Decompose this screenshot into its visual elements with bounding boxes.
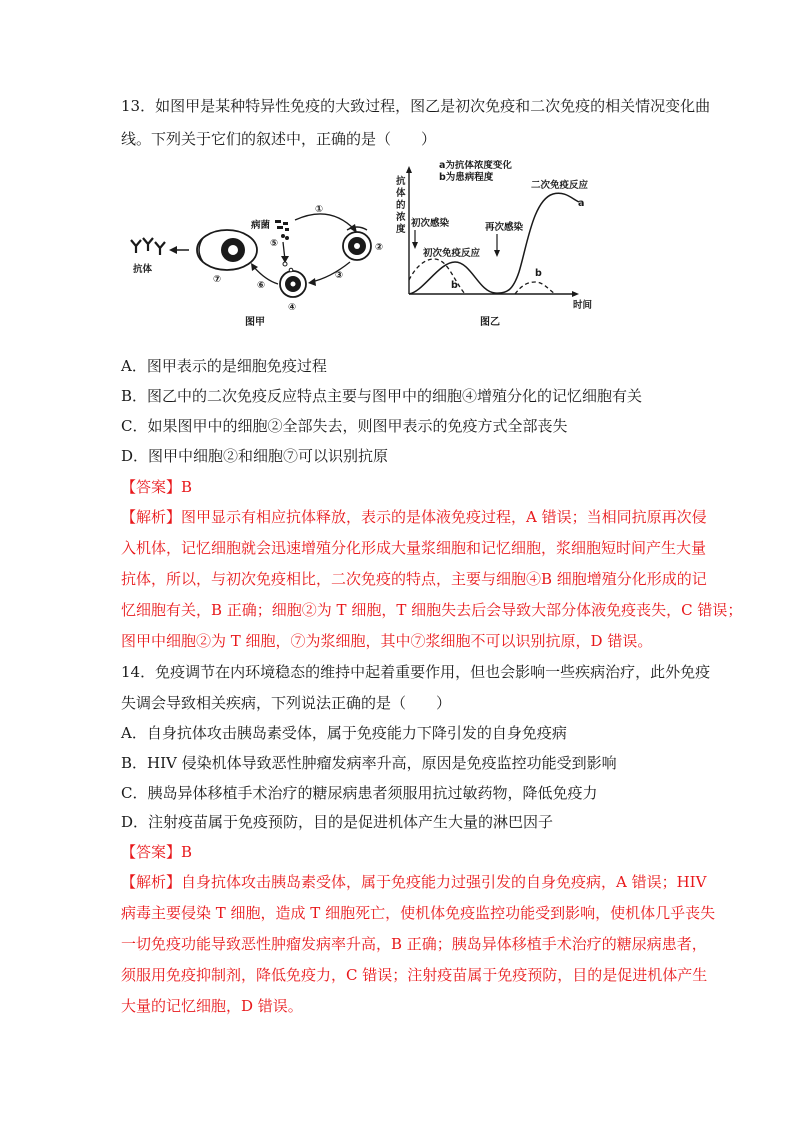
q14-analysis-line5: 大量的记忆细胞，D 错误。 bbox=[121, 997, 303, 1015]
label-7: ⑦ bbox=[213, 274, 222, 285]
curve-a-mark: a bbox=[578, 198, 585, 209]
q14-stem-line2: 失调会导致相关疾病，下列说法正确的是（ ） bbox=[121, 694, 452, 712]
q14-analysis-line3: 一切免疫功能导致恶性肿瘤发病率升高，B 正确；胰岛异体移植手术治疗的糖尿病患者， bbox=[121, 935, 707, 953]
q14-analysis-line2: 病毒主要侵染 T 细胞，造成 T 细胞死亡，使机体免疫监控功能受到影响，使机体几乎丧失 bbox=[121, 904, 716, 922]
y-axis-label bbox=[396, 175, 406, 235]
t-cell bbox=[343, 227, 371, 260]
label-6: ⑥ bbox=[257, 280, 266, 291]
label-3: ③ bbox=[335, 270, 344, 281]
label-4: ④ bbox=[288, 302, 297, 313]
figure-yi-caption: 图乙 bbox=[480, 317, 500, 328]
legend-a: a为抗体浓度变化 bbox=[439, 160, 512, 171]
q13-analysis-line1: 【解析】图甲显示有相应抗体释放，表示的是体液免疫过程，A 错误；当相同抗原再次侵 bbox=[121, 508, 707, 526]
first-infection-label: 初次感染 bbox=[411, 218, 450, 229]
curve-a bbox=[409, 193, 579, 294]
plasma-cell bbox=[197, 230, 257, 270]
q14-analysis-line1: 【解析】自身抗体攻击胰岛素受体，属于免疫能力过强引发的自身免疫病，A 错误；HIV bbox=[121, 873, 707, 891]
q14-option-a: A．自身抗体攻击胰岛素受体，属于免疫能力下降引发的自身免疫病 bbox=[121, 724, 567, 742]
curve-b-second bbox=[515, 282, 555, 294]
q13-option-d: D．图甲中细胞②和细胞⑦可以识别抗原 bbox=[121, 447, 389, 465]
q13-stem-line1: 13．如图甲是某种特异性免疫的大致过程，图乙是初次免疫和二次免疫的相关情况变化曲 bbox=[121, 97, 711, 115]
q14-analysis-line4: 须服用免疫抑制剂，降低免疫力，C 错误；注射疫苗属于免疫预防，目的是促进机体产生 bbox=[121, 966, 708, 984]
second-infection-label: 再次感染 bbox=[485, 222, 524, 233]
q13-analysis-line3: 抗体，所以，与初次免疫相比，二次免疫的特点，主要与细胞④B 细胞增殖分化形成的记 bbox=[121, 570, 707, 588]
q14-answer: 【答案】B bbox=[121, 843, 193, 861]
q13-stem-line2: 线。下列关于它们的叙述中，正确的是（ ） bbox=[121, 130, 437, 148]
q14-stem-line1: 14．免疫调节在内环境稳态的维持中起着重要作用，但也会影响一些疾病治疗，此外免疫 bbox=[121, 663, 711, 681]
curve-b-mark-1: b bbox=[451, 280, 458, 291]
legend-b: b为患病程度 bbox=[439, 172, 494, 183]
figure-jia-caption: 图甲 bbox=[245, 317, 265, 328]
label-2: ② bbox=[375, 242, 384, 253]
first-response-label: 初次免疫反应 bbox=[423, 248, 481, 259]
q13-option-b: B．图乙中的二次免疫反应特点主要与图甲中的细胞④增殖分化的记忆细胞有关 bbox=[121, 387, 643, 405]
q14-option-c: C．胰岛异体移植手术治疗的糖尿病患者须服用抗过敏药物，降低免疫力 bbox=[121, 784, 598, 802]
pathogen-icon bbox=[275, 220, 289, 240]
q13-option-a: A．图甲表示的是细胞免疫过程 bbox=[121, 357, 327, 375]
figure-yi bbox=[395, 160, 610, 320]
q13-analysis-line4: 忆细胞有关，B 正确；细胞②为 T 细胞，T 细胞失去后会导致大部分体液免疫丧失，C 错误； bbox=[121, 601, 743, 619]
q13-option-c: C．如果图甲中的细胞②全部失去，则图甲表示的免疫方式全部丧失 bbox=[121, 417, 568, 435]
q13-analysis-line2: 入机体，记忆细胞就会迅速增殖分化形成大量浆细胞和记忆细胞，浆细胞短时间产生大量 bbox=[121, 539, 707, 557]
second-response-label: 二次免疫反应 bbox=[531, 180, 589, 191]
q14-option-d: D．注射疫苗属于免疫预防，目的是促进机体产生大量的淋巴因子 bbox=[121, 813, 554, 831]
q14-option-b: B．HIV 侵染机体导致恶性肿瘤发病率升高，原因是免疫监控功能受到影响 bbox=[121, 754, 617, 772]
svg-text:抗: 抗 bbox=[396, 176, 406, 187]
label-1: ① bbox=[315, 204, 324, 215]
q13-analysis-line5: 图甲中细胞②为 T 细胞，⑦为浆细胞，其中⑦浆细胞不可以识别抗原，D 错误。 bbox=[121, 632, 653, 650]
svg-text:度: 度 bbox=[396, 224, 406, 235]
antibody-icon bbox=[131, 238, 165, 255]
b-cell bbox=[280, 262, 306, 297]
curve-b-mark-2: b bbox=[535, 268, 542, 279]
antibody-label: 抗体 bbox=[133, 264, 153, 275]
figure-jia bbox=[125, 200, 395, 330]
q13-answer: 【答案】B bbox=[121, 478, 193, 496]
x-axis-label: 时间 bbox=[573, 300, 593, 311]
svg-text:浓: 浓 bbox=[396, 212, 406, 223]
label-5: ⑤ bbox=[270, 238, 279, 249]
pathogen-label: 病菌 bbox=[251, 220, 271, 231]
svg-text:体: 体 bbox=[396, 188, 406, 199]
svg-text:的: 的 bbox=[396, 200, 406, 211]
